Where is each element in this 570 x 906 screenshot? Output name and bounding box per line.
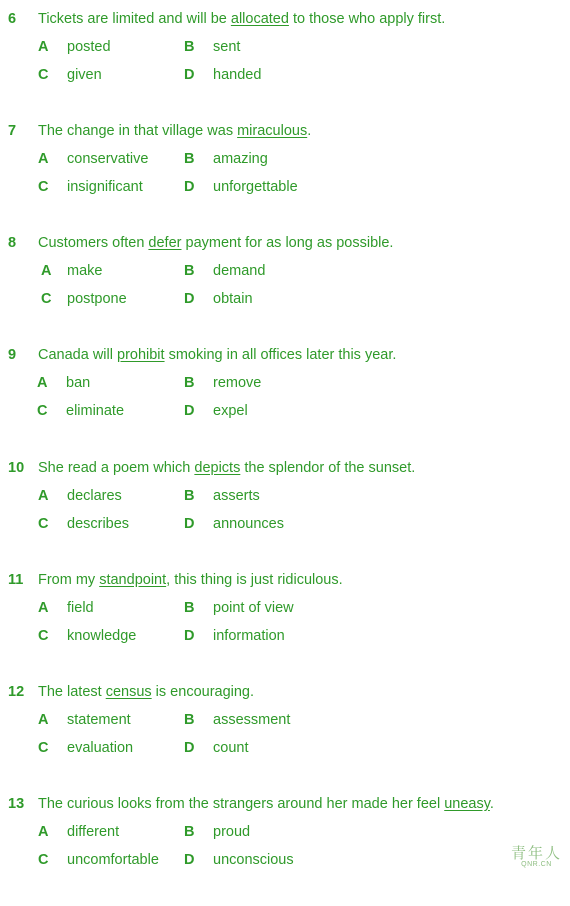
option-text: given (67, 67, 102, 83)
option-text: sent (213, 39, 241, 55)
option-text: describes (67, 516, 130, 532)
question-item (0, 570, 570, 682)
option-text: posted (67, 39, 111, 55)
option-letter: D (184, 628, 195, 644)
option-text: insignificant (67, 179, 143, 195)
option-letter: A (38, 824, 49, 840)
option-text: announces (213, 516, 284, 532)
question-item (0, 9, 570, 121)
question-line (0, 345, 570, 365)
option-letter: C (37, 403, 48, 419)
option-text: handed (213, 67, 262, 83)
option-letter: B (184, 263, 195, 279)
question-number: 8 (8, 235, 17, 251)
question-text: The curious looks from the strangers around her made her feel uneasy. (38, 796, 494, 812)
watermark-logo-text: 青年人 (510, 844, 562, 862)
question-item (0, 345, 570, 457)
question-line (0, 233, 570, 253)
option-text: count (213, 740, 249, 756)
option-letter: C (38, 67, 49, 83)
option-letter: C (38, 516, 49, 532)
question-item (0, 794, 570, 906)
question-item (0, 121, 570, 233)
underlined-word: miraculous (237, 123, 308, 139)
question-number: 9 (8, 347, 17, 363)
option-text: ban (66, 375, 91, 391)
option-text: remove (213, 375, 262, 391)
option-letter: C (38, 179, 49, 195)
option-letter: D (184, 740, 195, 756)
question-text: Tickets are limited and will be allocated to those who apply first. (38, 11, 446, 27)
option-text: different (67, 824, 120, 840)
question-line (0, 794, 570, 814)
question-number: 12 (8, 684, 25, 700)
option-letter: D (184, 403, 195, 419)
option-d[interactable] (0, 626, 400, 646)
option-b[interactable] (0, 710, 400, 730)
question-number: 11 (8, 572, 24, 588)
option-text: proud (213, 824, 251, 840)
underlined-word: uneasy (444, 796, 490, 812)
option-letter: D (184, 852, 195, 868)
question-text: The latest census is encouraging. (38, 684, 255, 700)
question-number: 13 (8, 796, 25, 812)
option-letter: D (184, 179, 195, 195)
option-letter: B (184, 824, 195, 840)
question-item (0, 233, 570, 345)
option-text: knowledge (67, 628, 137, 644)
option-letter: B (184, 375, 195, 391)
option-b[interactable] (0, 37, 400, 57)
question-text: From my standpoint, this thing is just ridiculous. (38, 572, 343, 588)
option-letter: C (38, 740, 49, 756)
option-d[interactable] (0, 177, 400, 197)
question-text: The change in that village was miraculous. (38, 123, 312, 139)
option-text: unconscious (213, 852, 294, 868)
option-letter: B (184, 39, 195, 55)
option-letter: D (184, 516, 195, 532)
question-line (0, 121, 570, 141)
underlined-word: standpoint (99, 572, 167, 588)
question-text: She read a poem which depicts the splendor of the sunset. (38, 460, 416, 476)
site-watermark (511, 845, 562, 869)
option-letter: A (38, 712, 49, 728)
option-text: postpone (67, 291, 127, 307)
option-letter: C (41, 291, 52, 307)
question-line (0, 682, 570, 702)
underlined-word: prohibit (117, 347, 165, 363)
option-letter: D (184, 291, 195, 307)
option-text: obtain (213, 291, 253, 307)
option-letter: A (38, 600, 49, 616)
option-d[interactable] (0, 738, 400, 758)
question-number: 7 (8, 123, 17, 139)
underlined-word: allocated (230, 11, 289, 27)
option-letter: B (184, 151, 195, 167)
option-letter: A (41, 263, 52, 279)
question-line (0, 458, 570, 478)
option-letter: B (184, 712, 195, 728)
option-b[interactable] (0, 261, 400, 281)
question-text: Customers often defer payment for as long as possible. (38, 235, 394, 251)
option-letter: A (37, 375, 48, 391)
option-d[interactable] (0, 514, 400, 534)
option-d[interactable] (0, 289, 400, 309)
option-b[interactable] (0, 149, 400, 169)
option-d[interactable] (0, 850, 400, 870)
option-b[interactable] (0, 822, 400, 842)
option-text: asserts (213, 488, 260, 504)
question-item (0, 458, 570, 570)
option-d[interactable] (0, 401, 400, 421)
question-line (0, 570, 570, 590)
option-text: unforgettable (213, 179, 298, 195)
option-text: statement (67, 712, 131, 728)
option-d[interactable] (0, 65, 400, 85)
underlined-word: depicts (194, 460, 241, 476)
option-text: information (213, 628, 285, 644)
option-b[interactable] (0, 373, 400, 393)
option-text: point of view (213, 600, 294, 616)
option-text: assessment (213, 712, 291, 728)
underlined-word: defer (148, 235, 182, 251)
underlined-word: census (105, 684, 152, 700)
option-text: eliminate (66, 403, 125, 419)
option-text: field (67, 600, 94, 616)
question-number: 6 (8, 11, 17, 27)
option-text: declares (67, 488, 122, 504)
option-text: uncomfortable (67, 852, 159, 868)
option-letter: A (38, 488, 49, 504)
option-text: amazing (213, 151, 268, 167)
option-text: demand (213, 263, 266, 279)
option-text: evaluation (67, 740, 134, 756)
question-text: Canada will prohibit smoking in all offices later this year. (38, 347, 397, 363)
option-letter: A (38, 39, 49, 55)
question-number: 10 (8, 460, 25, 476)
option-text: expel (213, 403, 248, 419)
option-b[interactable] (0, 598, 400, 618)
option-letter: C (38, 852, 49, 868)
option-letter: D (184, 67, 195, 83)
option-b[interactable] (0, 486, 400, 506)
option-text: conservative (67, 151, 149, 167)
option-letter: A (38, 151, 49, 167)
option-letter: B (184, 600, 195, 616)
question-item (0, 682, 570, 794)
option-text: make (67, 263, 103, 279)
option-letter: B (184, 488, 195, 504)
question-line (0, 9, 570, 29)
option-letter: C (38, 628, 49, 644)
watermark-domain: QNR.CN (521, 861, 552, 868)
